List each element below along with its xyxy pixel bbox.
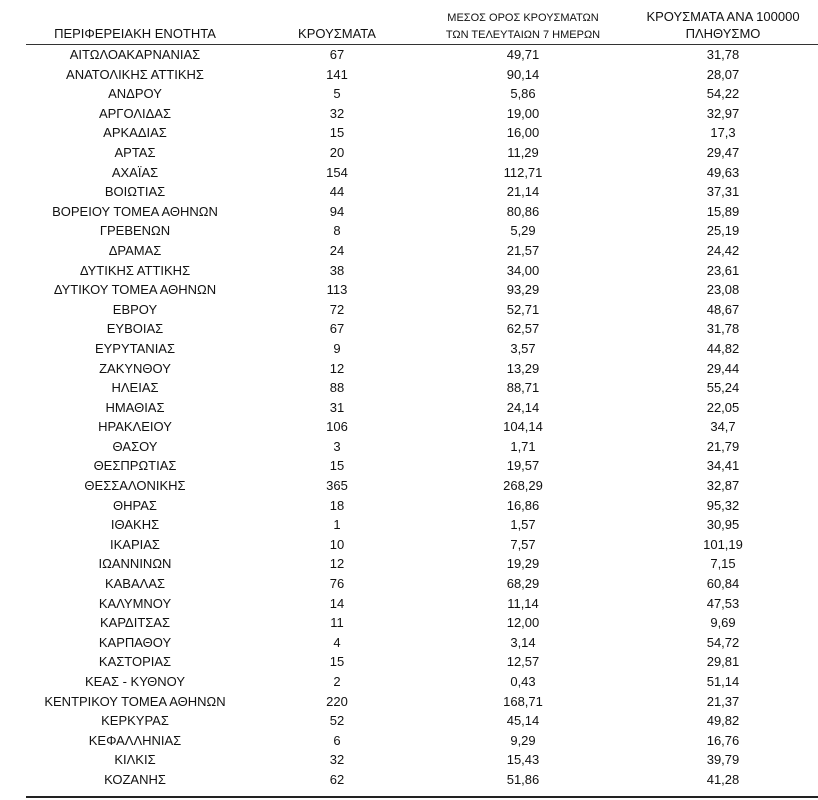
cell-7day-average: 90,14 [506,66,540,82]
table-row [0,398,818,418]
cell-per-100k: 22,05 [706,399,740,415]
cell-7day-average: 11,29 [507,144,539,160]
cell-7day-average: 93,29 [506,282,540,298]
cell-cases: 38 [329,262,345,278]
header-cases-label: ΚΡΟΥΣΜΑΤΑ [298,26,376,41]
cell-cases: 12 [329,556,345,572]
cell-region: ΚΑΡΠΑΘΟΥ [98,634,172,650]
cell-per-100k: 9,69 [710,615,736,631]
cell-cases: 32 [329,105,345,121]
cell-region: ΙΘΑΚΗΣ [110,517,160,533]
cell-region: ΙΩΑΝΝΙΝΩΝ [98,556,172,572]
cell-per-100k: 29,47 [706,144,740,160]
cell-per-100k: 60,84 [706,576,740,592]
cell-per-100k: 49,82 [706,713,740,729]
header-cases [262,25,412,42]
cell-per-100k: 16,76 [706,732,740,748]
cell-7day-average: 24,14 [506,399,540,415]
cell-region: ΑΡΤΑΣ [114,144,156,160]
cell-cases: 3 [333,438,341,454]
cell-7day-average: 45,14 [506,713,540,729]
cell-7day-average: 3,57 [510,340,536,356]
cell-per-100k: 54,22 [706,86,740,102]
cell-region: ΑΧΑΪΑΣ [111,164,159,180]
cell-cases: 220 [326,693,348,709]
table-bottom-border [26,796,818,798]
cell-7day-average: 21,14 [506,184,540,200]
table-row [0,437,818,457]
cell-cases: 15 [329,125,345,141]
table-row [0,750,818,770]
table-row [0,319,818,339]
cell-7day-average: 7,57 [510,536,536,552]
cell-cases: 15 [329,654,345,670]
cell-7day-average: 268,29 [503,478,543,494]
cell-7day-average: 9,29 [510,732,536,748]
cell-per-100k: 31,78 [706,321,740,337]
cell-per-100k: 49,63 [706,164,740,180]
cell-cases: 94 [329,203,345,219]
cell-per-100k: 47,53 [706,595,740,611]
table-row [0,123,818,143]
cell-cases: 52 [329,713,345,729]
cell-region: ΚΑΡΔΙΤΣΑΣ [99,615,171,631]
cell-cases: 14 [329,595,345,611]
table-row [0,456,818,476]
cell-7day-average: 21,57 [506,242,540,258]
cell-cases: 32 [329,752,345,768]
cell-per-100k: 37,31 [706,184,740,200]
cell-cases: 1 [333,517,341,533]
cell-cases: 2 [333,674,341,689]
table-body [0,45,818,790]
cell-region: ΖΑΚΥΝΘΟΥ [99,360,171,376]
cell-per-100k: 34,41 [706,458,740,474]
header-per-line1: ΚΡΟΥΣΜΑΤΑ ΑΝΑ 100000 [646,9,800,24]
cell-per-100k: 31,78 [706,47,740,62]
table-row [0,711,818,731]
table-row [0,202,818,222]
cell-7day-average: 0,43 [510,674,536,689]
cell-7day-average: 80,86 [506,203,540,219]
cell-cases: 44 [329,184,345,200]
cell-per-100k: 95,32 [706,497,740,513]
cell-per-100k: 32,97 [706,105,740,121]
header-7day-average [418,10,628,44]
cell-cases: 62 [329,771,345,787]
cell-7day-average: 112,71 [503,164,543,180]
cell-per-100k: 17,3 [710,125,736,141]
cell-per-100k: 23,61 [706,262,740,278]
cell-region: ΚΕΝΤΡΙΚΟΥ ΤΟΜΕΑ ΑΘΗΝΩΝ [44,693,226,709]
cell-region: ΗΡΑΚΛΕΙΟΥ [98,419,172,435]
cell-region: ΘΕΣΣΑΛΟΝΙΚΗΣ [84,478,186,494]
cell-region: ΑΝΑΤΟΛΙΚΗΣ ΑΤΤΙΚΗΣ [66,66,204,82]
cell-7day-average: 3,14 [510,634,536,650]
cell-cases: 141 [326,66,348,82]
cell-7day-average: 88,71 [506,380,540,396]
cell-region: ΒΟΙΩΤΙΑΣ [104,184,166,200]
table-row [0,417,818,437]
cell-cases: 18 [329,497,345,513]
header-per-line2: ΠΛΗΘΥΣΜΟ [685,26,761,41]
cell-cases: 76 [329,576,345,592]
cell-cases: 5 [333,86,341,102]
table-row [0,143,818,163]
cell-region: ΔΡΑΜΑΣ [108,242,162,258]
cell-7day-average: 168,71 [503,693,543,709]
header-avg-line1: ΜΕΣΟΣ ΟΡΟΣ ΚΡΟΥΣΜΑΤΩΝ [447,12,599,24]
cell-per-100k: 51,14 [706,674,740,689]
header-region-label: ΠΕΡΙΦΕΡΕΙΑΚΗ ΕΝΟΤΗΤΑ [54,26,216,41]
cell-per-100k: 21,79 [706,438,740,454]
cell-region: ΘΑΣΟΥ [112,438,158,454]
cell-per-100k: 29,81 [706,654,740,670]
cell-per-100k: 23,08 [706,282,740,298]
table-row [0,300,818,320]
cell-region: ΗΛΕΙΑΣ [111,380,159,396]
cell-per-100k: 25,19 [706,223,740,239]
cell-cases: 113 [326,282,348,298]
cell-region: ΚΙΛΚΙΣ [114,752,156,768]
cell-per-100k: 48,67 [706,301,740,317]
cell-7day-average: 51,86 [506,771,540,787]
cell-7day-average: 19,57 [506,458,540,474]
cell-per-100k: 39,79 [706,752,740,768]
table-row [0,241,818,261]
cell-cases: 12 [329,360,345,376]
cell-per-100k: 101,19 [703,536,743,552]
cell-region: ΑΡΚΑΔΙΑΣ [103,125,167,141]
cell-7day-average: 19,29 [506,556,540,572]
table-row [0,261,818,281]
table-row [0,359,818,379]
cell-7day-average: 12,57 [506,654,540,670]
cell-region: ΔΥΤΙΚΟΥ ΤΟΜΕΑ ΑΘΗΝΩΝ [53,282,217,298]
cell-cases: 9 [333,340,341,356]
cell-cases: 67 [329,321,345,337]
cell-region: ΚΕΡΚΥΡΑΣ [101,713,169,729]
cell-region: ΕΒΡΟΥ [112,301,158,317]
cell-cases: 8 [333,223,341,239]
cell-7day-average: 16,00 [506,125,540,141]
cell-region: ΚΕΦΑΛΛΗΝΙΑΣ [88,732,182,748]
cell-region: ΘΕΣΠΡΩΤΙΑΣ [93,458,177,474]
cell-region: ΚΑΒΑΛΑΣ [104,576,166,592]
cell-region: ΙΚΑΡΙΑΣ [110,536,160,552]
cell-cases: 106 [326,419,348,435]
table-row [0,574,818,594]
cell-per-100k: 21,37 [706,693,740,709]
header-avg-line2: ΤΩΝ ΤΕΛΕΥΤΑΙΩΝ 7 ΗΜΕΡΩΝ [445,29,601,41]
cell-7day-average: 104,14 [503,419,543,435]
cell-7day-average: 49,71 [506,47,540,62]
cell-region: ΕΥΡΥΤΑΝΙΑΣ [94,340,176,356]
cell-region: ΚΟΖΑΝΗΣ [104,771,166,787]
cell-per-100k: 54,72 [706,634,740,650]
cell-per-100k: 24,42 [706,242,740,258]
table-row [0,65,818,85]
table-row [0,515,818,535]
cell-per-100k: 32,87 [706,478,740,494]
cell-region: ΒΟΡΕΙΟΥ ΤΟΜΕΑ ΑΘΗΝΩΝ [52,203,218,219]
cell-region: ΘΗΡΑΣ [113,497,157,513]
cell-cases: 11 [330,615,344,631]
cell-7day-average: 62,57 [506,321,540,337]
cell-per-100k: 7,15 [710,556,736,572]
cell-7day-average: 68,29 [506,576,540,592]
table-row [0,378,818,398]
cell-7day-average: 5,86 [510,86,536,102]
cell-cases: 72 [329,301,345,317]
cell-region: ΚΕΑΣ - ΚΥΘΝΟΥ [84,674,186,689]
cell-cases: 10 [329,536,345,552]
header-region [10,25,260,42]
cell-7day-average: 19,00 [506,105,540,121]
cell-cases: 4 [333,634,341,650]
cell-per-100k: 28,07 [706,66,740,82]
cell-region: ΚΑΣΤΟΡΙΑΣ [98,654,172,670]
cell-per-100k: 55,24 [706,380,740,396]
cell-cases: 31 [329,399,345,415]
table-row [0,339,818,359]
cell-region: ΑΡΓΟΛΙΔΑΣ [98,105,172,121]
cell-region: ΕΥΒΟΙΑΣ [106,321,164,337]
table-row [0,731,818,751]
cell-region: ΓΡΕΒΕΝΩΝ [99,223,171,239]
cell-cases: 88 [329,380,345,396]
cell-7day-average: 11,14 [507,595,539,611]
cell-cases: 67 [329,47,345,62]
table-row [0,182,818,202]
table-row [0,221,818,241]
cell-7day-average: 16,86 [506,497,540,513]
cell-7day-average: 5,29 [510,223,536,239]
cell-cases: 20 [329,144,345,160]
table-row [0,84,818,104]
cell-region: ΗΜΑΘΙΑΣ [105,399,165,415]
cell-cases: 365 [326,478,348,494]
cell-7day-average: 34,00 [506,262,540,278]
table-row [0,496,818,516]
table-row [0,633,818,653]
cell-cases: 6 [333,732,341,748]
cell-per-100k: 30,95 [706,517,740,533]
cell-per-100k: 34,7 [710,419,736,435]
table-row [0,104,818,124]
table-row [0,594,818,614]
table-row [0,45,818,65]
table-row [0,613,818,633]
cell-7day-average: 13,29 [506,360,540,376]
cell-region: ΚΑΛΥΜΝΟΥ [98,595,172,611]
table-row [0,535,818,555]
cell-per-100k: 41,28 [706,771,740,787]
table-row [0,672,818,692]
cell-7day-average: 1,71 [510,438,536,454]
table-row [0,163,818,183]
cell-region: ΑΙΤΩΛΟΑΚΑΡΝΑΝΙΑΣ [69,47,201,62]
header-per-100k [628,8,818,42]
cell-cases: 15 [329,458,345,474]
table-row [0,554,818,574]
cell-region: ΔΥΤΙΚΗΣ ΑΤΤΙΚΗΣ [79,262,191,278]
cell-region: ΑΝΔΡΟΥ [108,86,162,102]
cell-per-100k: 15,89 [706,203,740,219]
cell-per-100k: 44,82 [706,340,740,356]
table-row [0,476,818,496]
cell-cases: 24 [329,242,345,258]
cell-per-100k: 29,44 [706,360,740,376]
cell-7day-average: 15,43 [506,752,540,768]
cell-7day-average: 12,00 [506,615,540,631]
cell-cases: 154 [326,164,348,180]
table-row [0,770,818,790]
cell-7day-average: 1,57 [510,517,536,533]
table-row [0,652,818,672]
table-row [0,692,818,712]
cell-7day-average: 52,71 [506,301,540,317]
table-row [0,280,818,300]
